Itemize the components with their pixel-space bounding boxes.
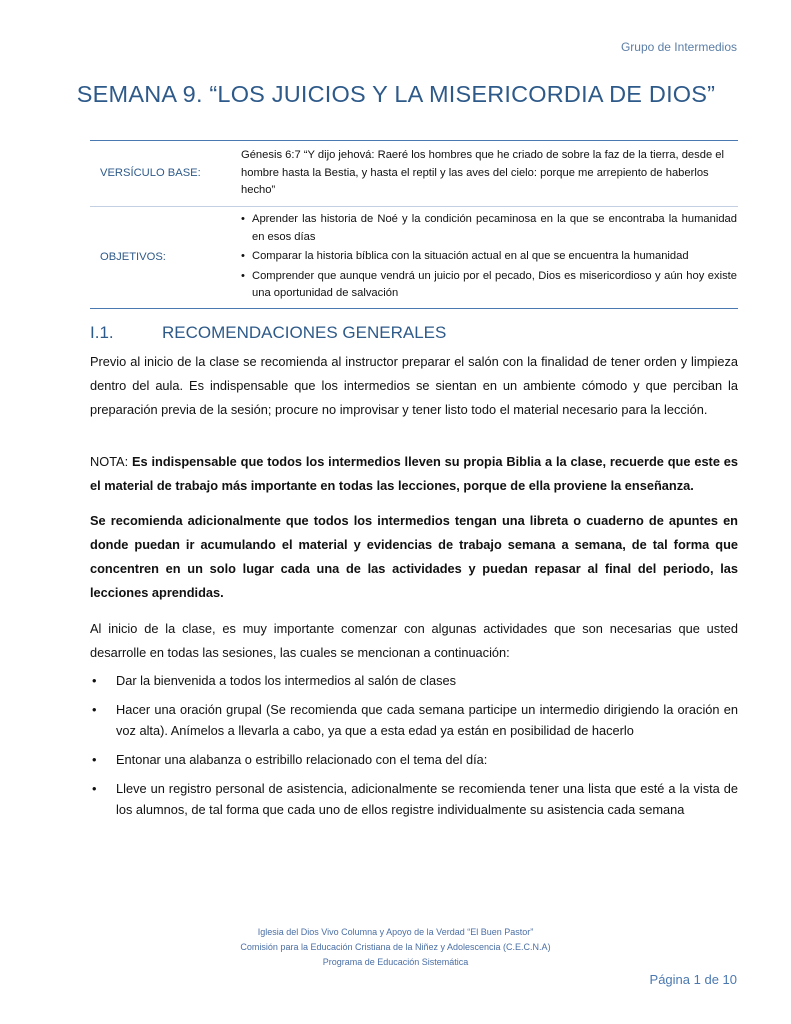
section-title: RECOMENDACIONES GENERALES xyxy=(162,323,447,342)
section-number: I.1. xyxy=(90,323,114,342)
versiculo-text: Génesis 6:7 “Y dijo jehová: Raeré los hombres que he criado de sobre la faz de la tierra, desde el hombre hasta la Bestia, y hasta el reptil y las aves del cielo: porque me arrepiento de haberlos hecho” xyxy=(239,141,738,207)
list-item: • Lleve un registro personal de asistencia, adicionalmente se recomienda tener una lista que esté a la vista de los alumnos, de tal forma que cada uno de ellos registre individualmente su asistencia cada semana xyxy=(90,778,738,820)
list-item: • Entonar una alabanza o estribillo relacionado con el tema del día: xyxy=(90,749,738,770)
objetivo-item: • Comparar la historia bíblica con la situación actual en al que se encuentra la humanidad xyxy=(241,248,737,266)
objetivos-cell xyxy=(239,207,738,309)
footer-program: Programa de Educación Sistemática xyxy=(322,957,469,967)
activities-list xyxy=(90,670,738,828)
objetivo-item: • Comprender que aunque vendrá un juicio por el pecado, Dios es misericordioso y aún hoy existe una oportunidad de salvación xyxy=(241,268,737,303)
page-title: SEMANA 9. “LOS JUICIOS Y LA MISERICORDIA DE DIOS” xyxy=(76,80,716,107)
page-number: Página 1 de 10 xyxy=(649,972,737,987)
paragraph-notebook: Se recomienda adicionalmente que todos los intermedios tengan una libreta o cuaderno de apuntes en donde puedan ir acumulando el material y evidencias de trabajo semana a semana, de tal forma que concentren en un solo lugar cada una de las actividades y puedan repasar al final del periodo, las lecciones aprendidas. xyxy=(90,513,738,600)
list-item: • Hacer una oración grupal (Se recomienda que cada semana participe un intermedio dirigiendo la oración en voz alta). Anímelos a llevarla a cabo, ya que a esta edad ya están en posibilidad de hacerlo xyxy=(90,699,738,741)
objetivos-row xyxy=(90,207,738,309)
lesson-info-table xyxy=(90,140,738,309)
list-item: • Dar la bienvenida a todos los intermedios al salón de clases xyxy=(90,670,738,691)
nota-label: NOTA: xyxy=(90,454,129,469)
versiculo-label: VERSÍCULO BASE: xyxy=(90,141,239,207)
footer-commission: Comisión para la Educación Cristiana de la Niñez y Adolescencia (C.E.C.N.A) xyxy=(240,942,551,952)
page-footer xyxy=(0,925,791,970)
nota-text: Es indispensable que todos los intermedios lleven su propia Biblia a la clase, recuerde que este es el material de trabajo más importante en todas las lecciones, porque de ella proviene la enseñanza. xyxy=(90,454,738,493)
objetivos-label: OBJETIVOS: xyxy=(90,207,239,309)
header-group-name: Grupo de Intermedios xyxy=(620,40,737,54)
paragraph-nota xyxy=(90,450,738,498)
paragraph-activities-intro: Al inicio de la clase, es muy importante comenzar con algunas actividades que son necesarias que usted desarrolle en todas las sesiones, las cuales se mencionan a continuación: xyxy=(90,621,738,660)
footer-church: Iglesia del Dios Vivo Columna y Apoyo de la Verdad “El Buen Pastor” xyxy=(257,927,534,937)
objetivos-list xyxy=(241,211,737,303)
section-heading xyxy=(90,323,446,343)
versiculo-row xyxy=(90,141,738,207)
paragraph-preparation: Previo al inicio de la clase se recomienda al instructor preparar el salón con la finalidad de tener orden y limpieza dentro del aula. Es indispensable que los intermedios se sientan en un ambiente cómodo y que perciban la preparación previa de la sesión; procure no improvisar y tener listo todo el material necesario para la lección. xyxy=(90,354,738,417)
objetivo-item: • Aprender las historia de Noé y la condición pecaminosa en la que se encontraba la humanidad en esos días xyxy=(241,211,737,246)
